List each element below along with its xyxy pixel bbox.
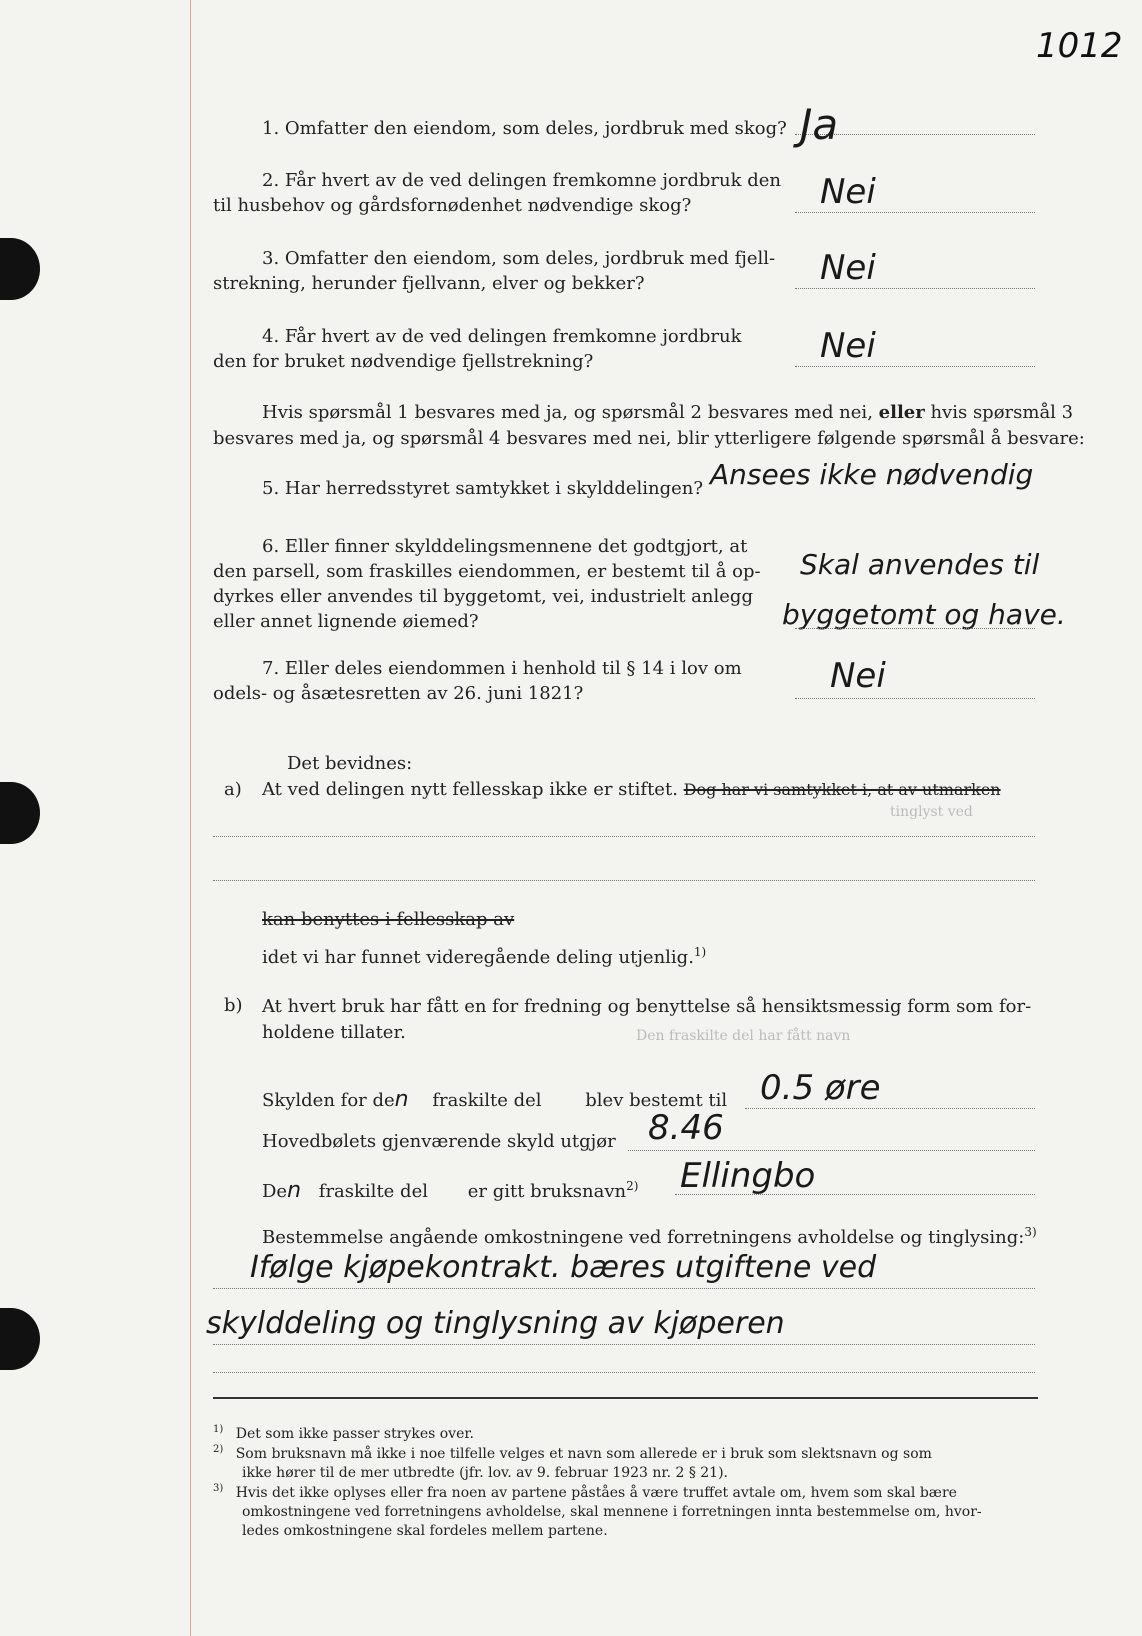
answer-line	[795, 698, 1035, 699]
bruksnavn-field-label	[262, 1174, 638, 1204]
bruksnavn-handwritten-suffix: n	[287, 1178, 302, 1203]
attest-a-text: At ved delingen nytt fellesskap ikke er stiftet.	[262, 779, 678, 800]
footnote-mark: 2)	[213, 1444, 224, 1455]
question-number: 1.	[262, 118, 280, 139]
answer-line	[795, 212, 1035, 213]
answer-1-handwritten: Ja	[800, 100, 839, 149]
condition-text: Hvis spørsmål 1 besvares med ja, og spørsmål 2 besvares med nei,	[262, 402, 873, 423]
condition-emphasis: eller	[878, 402, 925, 423]
question-1	[262, 116, 787, 141]
attest-a-struck-text: Dog har vi samtykket i, at av utmarken	[683, 780, 1001, 799]
answer-5-handwritten: Ansees ikke nødvendig	[710, 458, 1034, 491]
question-text-line: Får hvert av de ved delingen fremkomne jordbruk den	[284, 170, 782, 191]
question-text-line: til husbehov og gårdsfornødenhet nødvendige skog?	[213, 195, 692, 216]
attest-a-faint-text: tinglyst ved	[890, 804, 973, 820]
question-number: 6.	[262, 536, 280, 557]
question-text-line: dyrkes eller anvendes til byggetomt, vei, industrielt anlegg	[213, 586, 753, 607]
omkost-handwritten-line-1: Ifølge kjøpekontrakt. bæres utgiftene ved	[250, 1250, 877, 1285]
question-text-line: Får hvert av de ved delingen fremkomne jordbruk	[284, 326, 742, 347]
blank-line	[213, 1344, 1035, 1345]
answer-4-handwritten: Nei	[820, 326, 876, 366]
answer-6-handwritten-line-1: Skal anvendes til	[800, 548, 1040, 581]
question-text-line: Eller finner skylddelingsmennene det godtgjort, at	[284, 536, 748, 557]
question-5	[262, 476, 703, 501]
blank-line	[213, 836, 1035, 837]
question-6	[213, 534, 793, 634]
condition-paragraph	[213, 400, 1085, 452]
omkost-label-text: Bestemmelse angående omkostningene ved forretningens avholdelse og tinglysing:	[262, 1227, 1025, 1248]
answer-7-handwritten: Nei	[830, 656, 886, 696]
question-text-line: odels- og åsætesretten av 26. juni 1821?	[213, 683, 584, 704]
footnote-rule	[213, 1397, 1038, 1399]
omkost-handwritten-line-2: skylddeling og tinglysning av kjøperen	[206, 1306, 785, 1341]
omkost-label	[262, 1220, 1037, 1250]
attest-a-continuation	[262, 940, 706, 970]
question-text: Har herredsstyret samtykket i skylddelingen?	[284, 478, 704, 499]
hovedbol-field-label: Hovedbølets gjenværende skyld utgjør	[262, 1131, 616, 1152]
question-number: 2.	[262, 170, 280, 191]
bruksnavn-label-text: fraskilte del	[318, 1181, 428, 1202]
attest-heading: Det bevidnes:	[287, 753, 413, 774]
question-3	[213, 246, 793, 296]
question-number: 4.	[262, 326, 280, 347]
footnote-text: omkostningene ved forretningens avholdelse, skal mennene i forretningen innta bestemmelse om, hvor-	[242, 1503, 982, 1520]
footnote-text: ledes omkostningene skal fordeles mellem partene.	[242, 1522, 608, 1539]
blank-line	[213, 1372, 1035, 1373]
answer-line	[795, 288, 1035, 289]
punch-hole-top	[0, 238, 40, 300]
attest-a-label: a)	[224, 779, 242, 800]
hovedbol-value-handwritten: 8.46	[648, 1108, 724, 1148]
page-number: 1012	[1036, 26, 1123, 66]
footnote-text: Som bruksnavn må ikke i noe tilfelle velges et navn som allerede er i bruk som slektsnavn og som	[235, 1445, 932, 1462]
question-2	[213, 168, 793, 218]
footnote-ref: 3)	[1024, 1225, 1037, 1239]
question-text-line: Omfatter den eiendom, som deles, jordbruk med fjell-	[284, 248, 776, 269]
skyld-value-line	[745, 1108, 1035, 1109]
attest-a	[262, 778, 1001, 802]
attest-b-text-line: At hvert bruk har fått en for fredning og benyttelse så hensiktsmessig form som for-	[262, 996, 1032, 1017]
question-4	[213, 324, 793, 374]
margin-line	[190, 0, 191, 1636]
question-7	[213, 656, 793, 706]
question-text: Omfatter den eiendom, som deles, jordbruk med skog?	[284, 118, 787, 139]
blank-line	[213, 1288, 1035, 1289]
bruksnavn-label-text: er gitt bruksnavn	[467, 1181, 627, 1202]
attest-a-continuation-text: idet vi har funnet videregående deling utjenlig.	[262, 947, 694, 968]
punch-hole-middle	[0, 782, 40, 844]
question-text-line: den parsell, som fraskilles eiendommen, er bestemt til å op-	[213, 561, 761, 582]
skyld-label-text: Skylden for de	[262, 1090, 395, 1111]
bruksnavn-value-handwritten: Ellingbo	[680, 1156, 816, 1196]
footnote-text: ikke hører til de mer utbredte (jfr. lov. av 9. februar 1923 nr. 2 § 21).	[242, 1464, 729, 1481]
blank-line	[213, 880, 1035, 881]
footnote-2	[213, 1440, 1043, 1483]
attest-b-text-line: holdene tillater.	[262, 1022, 406, 1043]
hovedbol-value-line	[628, 1150, 1035, 1151]
answer-line	[795, 366, 1035, 367]
question-number: 3.	[262, 248, 280, 269]
skyld-label-text: fraskilte del	[432, 1090, 542, 1111]
question-number: 5.	[262, 478, 280, 499]
skyld-value-handwritten: 0.5 øre	[760, 1068, 881, 1108]
condition-text: hvis spørsmål 3	[930, 402, 1074, 423]
skyld-label-text: blev bestemt til	[585, 1090, 728, 1111]
attest-a-struck-line: kan benyttes i fellesskap av	[262, 909, 515, 930]
question-text-line: eller annet lignende øiemed?	[213, 611, 479, 632]
footnote-3	[213, 1479, 1043, 1541]
footnote-text: Det som ikke passer strykes over.	[235, 1425, 474, 1442]
skyld-handwritten-suffix: n	[394, 1087, 409, 1112]
condition-text: besvares med ja, og spørsmål 4 besvares med nei, blir ytterligere følgende spørsmål å besvare:	[213, 428, 1085, 449]
footnote-mark: 3)	[213, 1483, 224, 1494]
answer-line	[795, 628, 1035, 629]
attest-b-label: b)	[224, 995, 243, 1016]
question-text-line: Eller deles eiendommen i henhold til § 14 i lov om	[284, 658, 742, 679]
footnote-text: Hvis det ikke oplyses eller fra noen av partene påståes å være truffet avtale om, hvem som skal bære	[235, 1484, 957, 1501]
footnote-ref: 1)	[693, 945, 707, 959]
question-text-line: strekning, herunder fjellvann, elver og bekker?	[213, 273, 645, 294]
bruksnavn-label-text: De	[262, 1181, 288, 1202]
answer-6-handwritten-line-2: byggetomt og have.	[782, 598, 1066, 631]
answer-3-handwritten: Nei	[820, 248, 876, 288]
question-text-line: den for bruket nødvendige fjellstrekning?	[213, 351, 594, 372]
punch-hole-bottom	[0, 1308, 40, 1370]
answer-2-handwritten: Nei	[820, 172, 876, 212]
footnote-mark: 1)	[213, 1424, 224, 1435]
question-number: 7.	[262, 658, 280, 679]
footnote-ref: 2)	[626, 1179, 639, 1193]
attest-b-faint-text: Den fraskilte del har fått navn	[636, 1028, 851, 1044]
